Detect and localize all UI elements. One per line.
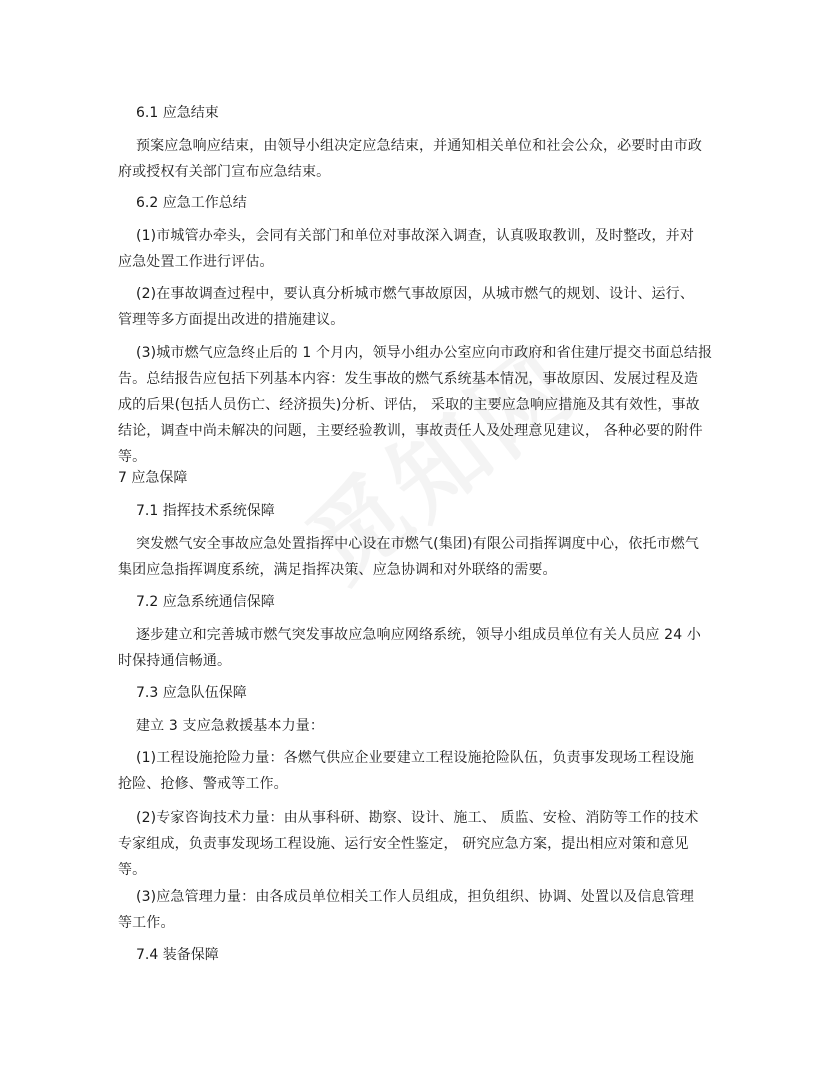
text-line: 等工作。: [118, 915, 175, 931]
paragraph-7-1: [118, 531, 736, 583]
paragraph-7-3-1: [118, 745, 736, 797]
text-line: 等。: [118, 862, 147, 878]
paragraph-7-2: [118, 622, 736, 674]
text-line: (1)市城管办牵头，会同有关部门和单位对事故深入调查，认真吸取教训，及时整改，并对: [136, 228, 694, 244]
section-heading-7-3: 7.3 应急队伍保障: [136, 685, 247, 701]
section-heading-6-2: 6.2 应急工作总结: [136, 195, 247, 211]
section-heading-7-1: 7.1 指挥技术系统保障: [136, 503, 275, 519]
paragraph-6-2-3: [118, 340, 736, 470]
section-heading-7-2: 7.2 应急系统通信保障: [136, 594, 275, 610]
text-line: (3)应急管理力量：由各成员单位相关工作人员组成，担负组织、协调、处置以及信息管理: [136, 889, 694, 905]
text-line: 建立 3 支应急救援基本力量：: [136, 718, 325, 734]
paragraph-7-3: [136, 713, 736, 739]
text-line: 成的后果(包括人员伤亡、经济损失)分析、评估， 采取的主要应急响应措施及其有效性，事故: [118, 397, 700, 413]
text-line: 抢险、抢修、警戒等工作。: [118, 776, 288, 792]
text-line: 应急处置工作进行评估。: [118, 254, 274, 270]
text-line: 集团应急指挥调度系统，满足指挥决策、应急协调和对外联络的需要。: [118, 562, 557, 578]
section-heading-7: 7 应急保障: [118, 470, 188, 486]
text-line: 府或授权有关部门宣布应急结束。: [118, 164, 331, 180]
text-line: 专家组成，负责事发现场工程设施、运行安全性鉴定， 研究应急方案，提出相应对策和意见: [118, 836, 689, 852]
text-line: 突发燃气安全事故应急处置指挥中心设在市燃气(集团)有限公司指挥调度中心，依托市燃气: [136, 536, 700, 552]
text-line: (2)专家咨询技术力量：由从事科研、勘察、设计、施工、 质监、安检、消防等工作的技术: [136, 810, 699, 826]
text-line: 时保持通信畅通。: [118, 653, 232, 669]
text-line: (2)在事故调查过程中，要认真分析城市燃气事故原因，从城市燃气的规划、设计、运行、: [136, 286, 694, 302]
text-line: 结论，调查中尚未解决的问题，主要经验教训，事故责任人及处理意见建议， 各种必要的附件: [118, 423, 703, 439]
text-line: 告。总结报告应包括下列基本内容：发生事故的燃气系统基本情况，事故原因、发展过程及造: [118, 371, 699, 387]
section-heading-6-1: 6.1 应急结束: [136, 105, 219, 121]
section-heading-7-4: 7.4 装备保障: [136, 947, 219, 963]
text-line: 逐步建立和完善城市燃气突发事故应急响应网络系统，领导小组成员单位有关人员应 24 小: [136, 627, 702, 643]
text-line: 管理等多方面提出改进的措施建议。: [118, 312, 345, 328]
text-line: 等。: [118, 449, 147, 465]
paragraph-7-3-2: [118, 805, 736, 883]
paragraph-7-3-3: [118, 884, 736, 936]
text-line: (1)工程设施抢险力量：各燃气供应企业要建立工程设施抢险队伍，负责事发现场工程设施: [136, 750, 694, 766]
paragraph-6-1: [118, 133, 736, 185]
text-line: (3)城市燃气应急终止后的 1 个月内，领导小组办公室应向市政府和省住建厅提交书面总结报: [136, 345, 713, 361]
text-line: 预案应急响应结束，由领导小组决定应急结束，并通知相关单位和社会公众，必要时由市政: [136, 138, 702, 154]
paragraph-6-2-1: [118, 223, 736, 275]
paragraph-6-2-2: [118, 281, 736, 333]
